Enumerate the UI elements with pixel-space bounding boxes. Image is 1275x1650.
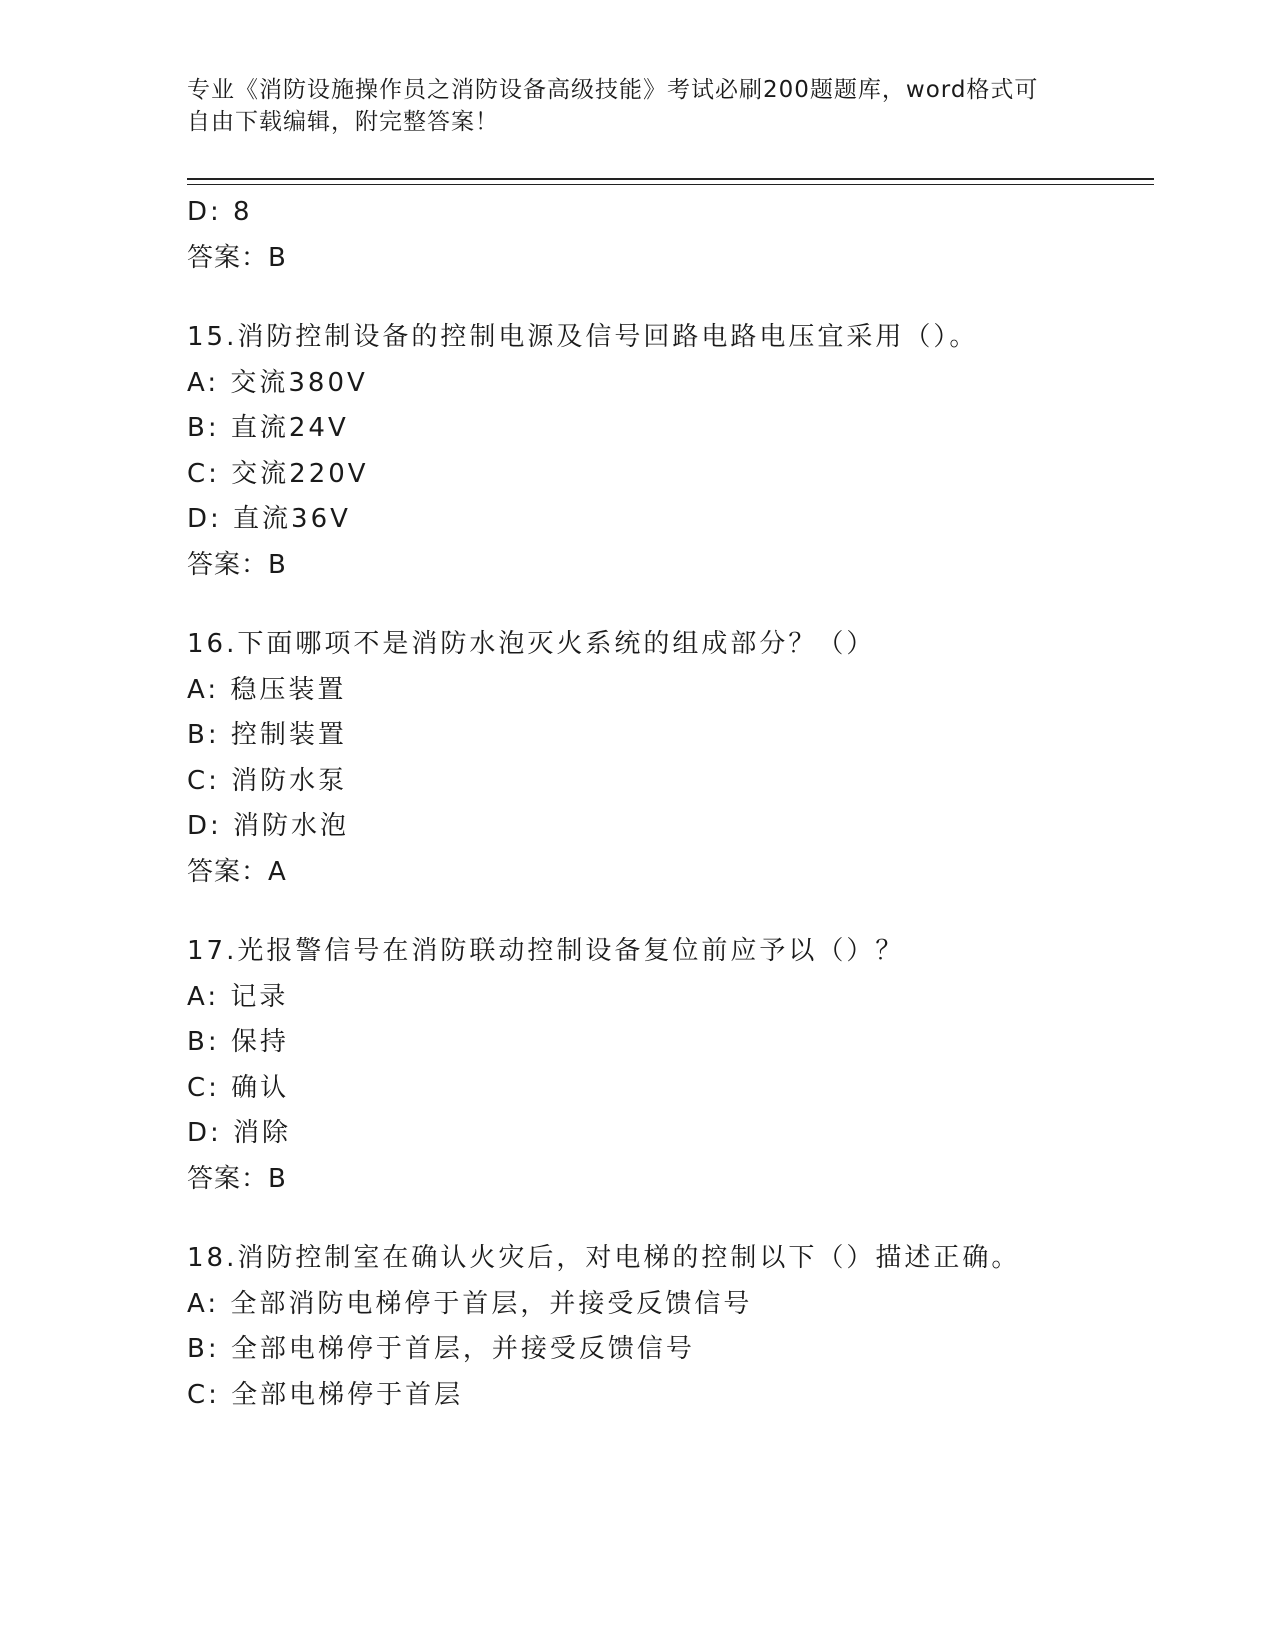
option-a: A: 记录: [187, 981, 289, 1012]
option-a: A: 交流380V: [187, 367, 368, 398]
answer-line: 答案：A: [187, 856, 287, 887]
answer-line: 答案：B: [187, 549, 287, 580]
document-header: [187, 74, 1087, 138]
option-c: C: 消防水泵: [187, 765, 348, 796]
question-list: [187, 190, 1157, 1418]
header-line-2: 自由下载编辑，附完整答案！: [187, 109, 499, 135]
option-a: A: 全部消防电梯停于首层，并接受反馈信号: [187, 1288, 753, 1319]
option-d: D: 8: [187, 197, 253, 227]
answer-line: 答案：B: [187, 242, 287, 273]
header-divider-thick: [187, 178, 1154, 180]
option-c: C: 全部电梯停于首层: [187, 1379, 464, 1410]
question-block-14: [187, 190, 1157, 281]
option-c: C: 确认: [187, 1072, 290, 1103]
option-c: C: 交流220V: [187, 458, 369, 489]
question-block-18: [187, 1236, 1157, 1418]
question-block-16: [187, 622, 1157, 895]
header-divider-thin: [187, 184, 1154, 185]
spacer: [187, 895, 1157, 929]
question-block-15: [187, 315, 1157, 588]
answer-line: 答案：B: [187, 1163, 287, 1194]
option-a: A: 稳压装置: [187, 674, 347, 705]
option-b: B: 控制装置: [187, 720, 347, 750]
option-d: D: 消防水泡: [187, 811, 350, 841]
option-d: D: 直流36V: [187, 504, 351, 534]
option-b: B: 直流24V: [187, 413, 349, 443]
spacer: [187, 588, 1157, 622]
question-stem: 18.消防控制室在确认火灾后，对电梯的控制以下（）描述正确。: [187, 1243, 1021, 1273]
option-b: B: 全部电梯停于首层，并接受反馈信号: [187, 1334, 695, 1364]
question-stem: 16.下面哪项不是消防水泡灭火系统的组成部分？（）: [187, 629, 876, 659]
spacer: [187, 1202, 1157, 1236]
header-line-1: 专业《消防设施操作员之消防设备高级技能》考试必刷200题题库，word格式可: [187, 77, 1039, 103]
question-stem: 15.消防控制设备的控制电源及信号回路电路电压宜采用（）。: [187, 322, 979, 352]
option-b: B: 保持: [187, 1027, 289, 1057]
question-stem: 17.光报警信号在消防联动控制设备复位前应予以（）？: [187, 936, 905, 966]
option-d: D: 消除: [187, 1118, 292, 1148]
question-block-17: [187, 929, 1157, 1202]
spacer: [187, 281, 1157, 315]
